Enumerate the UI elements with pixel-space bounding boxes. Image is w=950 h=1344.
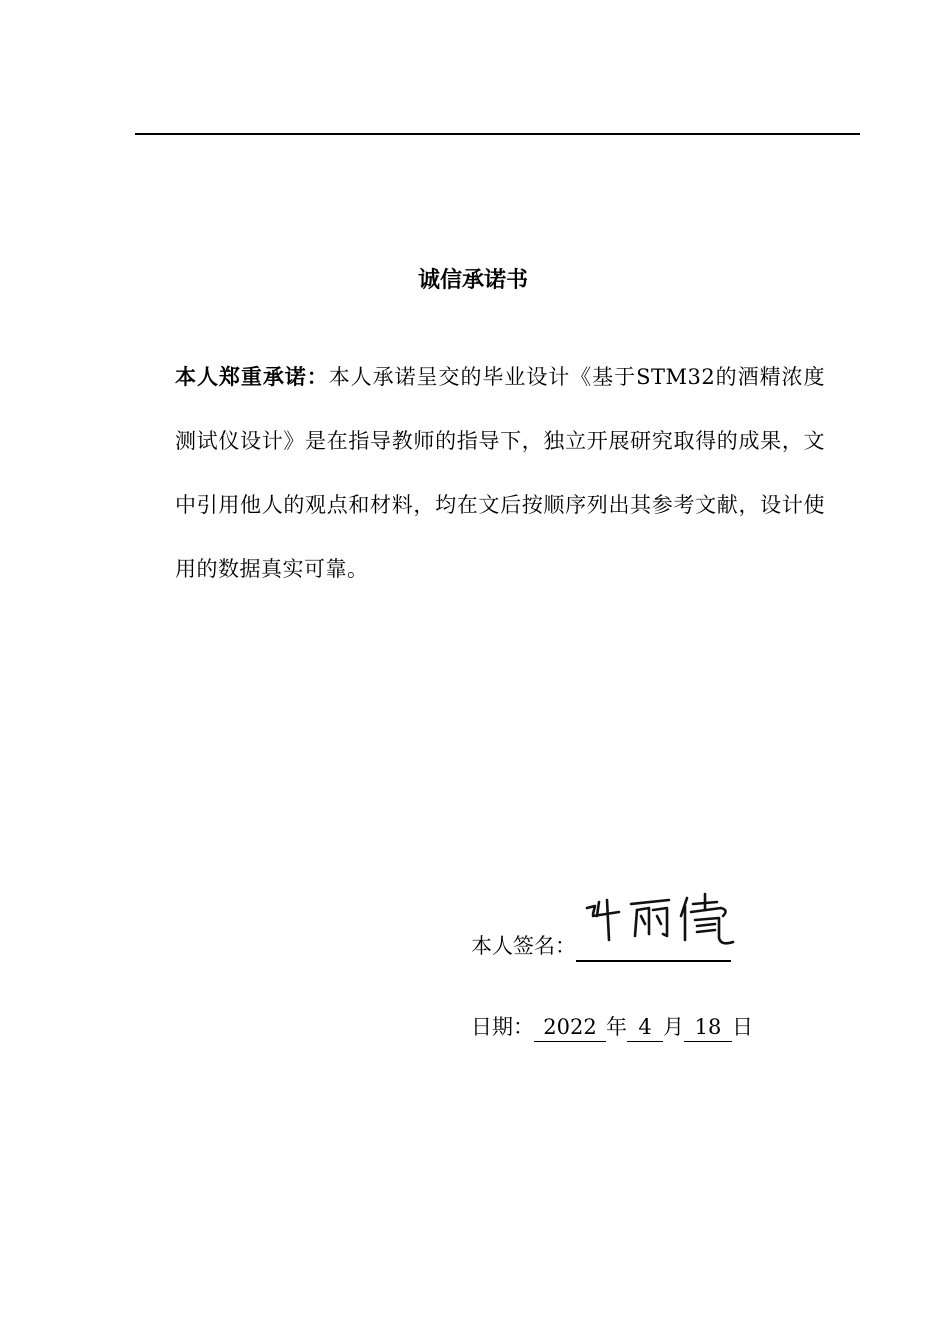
handwritten-signature xyxy=(583,890,743,952)
date-line xyxy=(471,1011,753,1043)
date-day-unit: 日 xyxy=(732,1015,753,1039)
pledge-lead: 本人郑重承诺： xyxy=(175,365,329,389)
date-year: 2022 xyxy=(534,1013,606,1042)
document-title: 诚信承诺书 xyxy=(417,268,528,293)
date-day: 18 xyxy=(684,1013,732,1042)
date-year-unit: 年 xyxy=(606,1015,627,1039)
date-label: 日期： xyxy=(471,1015,534,1039)
date-month-unit: 月 xyxy=(663,1015,684,1039)
signature-label: 本人签名： xyxy=(471,934,576,958)
date-month: 4 xyxy=(627,1013,663,1042)
header-rule xyxy=(135,133,860,135)
pledge-text: 本人承诺呈交的毕业设计《基于STM32的酒精浓度测试仪设计》是在指导教师的指导下，独立开展研究取得的成果，文中引用他人的观点和材料，均在文后按顺序列出其参考文献，设计使用的数据真实可靠。 xyxy=(175,365,825,581)
pledge-paragraph xyxy=(175,345,825,601)
